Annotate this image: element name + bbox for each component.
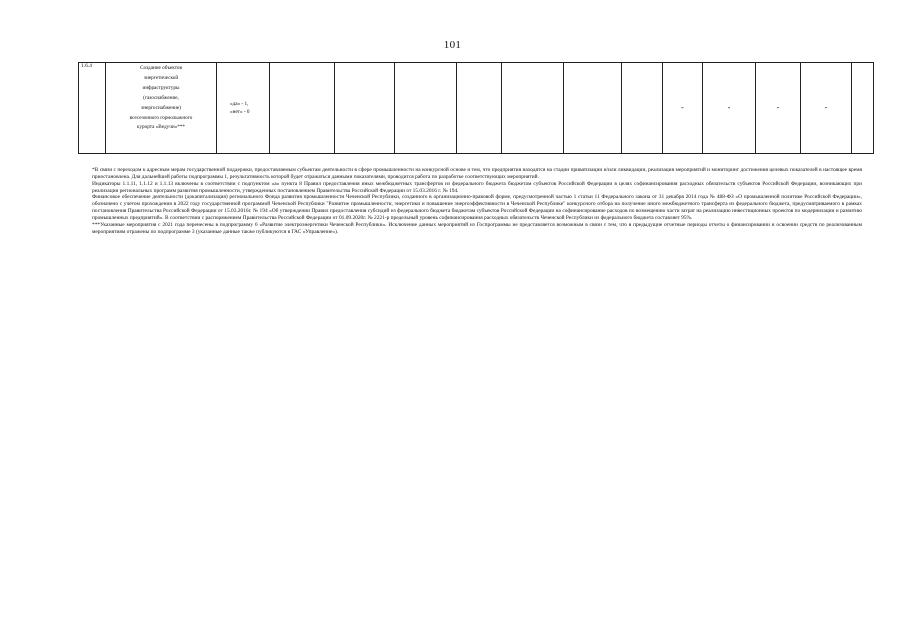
- empty-cell: [502, 63, 564, 154]
- dash-cell: -: [756, 63, 801, 154]
- row-name-line: энергетической: [143, 74, 179, 81]
- footnote-2: Индикаторы 1.1.11, 1.1.12 и 1.1.13 включены в соответствии с подпунктом «а» пункта 8 Правил предоставления иных межбюджетных трансфертов из федерального бюджета бюджетам субъектов Российской Федерации в целях софинансирования расходных обязательств субъектов Российской Федерации, возникающих при реализации региональных программ развития промышленности, утвержденных постановлением Правительства Российской Федерации от 15.03.2016 г. № 194.: [92, 180, 862, 194]
- indicator-line: «да» - 1,: [230, 101, 249, 107]
- row-name-line: инфраструктуры: [142, 84, 180, 91]
- empty-cell: [395, 63, 457, 154]
- data-table: [78, 62, 874, 154]
- page-number: 101: [443, 39, 462, 51]
- dash-cell: -: [663, 63, 703, 154]
- row-name-cell: [106, 63, 217, 154]
- empty-cell: [335, 63, 395, 154]
- footnote-4: ***Указанные мероприятия с 2021 года перенесены в подпрограмму 6 «Развитие электроэнергетики Чеченской Республики». Исключение данных мероприятий из Госпрограммы не представляется возможным в связи с тем, что в предыдущие отчетные периоды отчеты о финансировании и освоении средств по реализованным мероприятиям отражены по подпрограмме 3 (указанные данные также публикуются в ГАС «Управление»).: [92, 221, 862, 235]
- row-name-line: (газоснабжение,: [143, 94, 179, 101]
- empty-cell: [457, 63, 502, 154]
- footnotes: [92, 167, 862, 235]
- row-name-line: энергоснабжение): [141, 104, 181, 111]
- empty-cell: [270, 63, 335, 154]
- indicator-line: «нет» - 0: [230, 109, 250, 115]
- row-name-line: всесезонного горнолыжного: [129, 114, 193, 121]
- footnote-1: *В связи с переходом к адресным мерам государственной поддержки, предоставляемым субъектам деятельности в сфере промышленности на конкурсной основе и тем, что предприятия находятся на стадии приватизации и/или ликвидации, реализация мероприятий и мониторинг достижения целевых показателей в настоящее время приостановлена. Для дальнейшей работы подпрограммы 1, результативность которой будет отражаться данными показателями, проводится работа по разработке соответствующих мероприятий.: [92, 167, 862, 180]
- row-name-line: Создание объектов: [140, 65, 182, 71]
- empty-cell: [852, 63, 874, 154]
- indicator-cell: [217, 63, 270, 154]
- empty-cell: [564, 63, 622, 154]
- empty-cell: [622, 63, 663, 154]
- dash-cell: -: [801, 63, 852, 154]
- footnote-3: Финансовое обеспечение деятельности (докапитализация) регионального Фонда развития промышленности Чеченской Республики, созданного в организационно-правовой форме, предусмотренной частью 1 статьи 11 Федерального закона от 31 декабря 2014 года № 488-ФЗ «О промышленной политике Российской Федерации», обозначено с учетом прохождения в 2022 году государственной программой Чеченской Республики "Развитие промышленности, энергетики и повышение энергоэффективности в Чеченской Республике" конкурсного отбора на получение иного межбюджетного трансферта из федерального бюджета, предусматриваемого в рамках постановления Правительства Российской Федерации от 15.03.2016г. № 194 «Об утверждении Правил предоставления субсидий из федерального бюджета бюджетам субъектов Российской Федерации на софинансирование расходов по возмещению части затрат на реализацию инвестиционных проектов по модернизации и развитию промышленных предприятий». В соответствии с распоряжением Правительства Российской Федерации от 01.09.2020г. № 2221-р предельный уровень софинансирования расходных обязательств Чеченской Республики из федерального бюджета составляет 95%.: [92, 194, 862, 221]
- row-name-line: курорта «Ведучи»***: [137, 124, 185, 131]
- table-row: [79, 63, 874, 154]
- dash-cell: -: [703, 63, 756, 154]
- row-number: 1.6.4: [79, 63, 106, 154]
